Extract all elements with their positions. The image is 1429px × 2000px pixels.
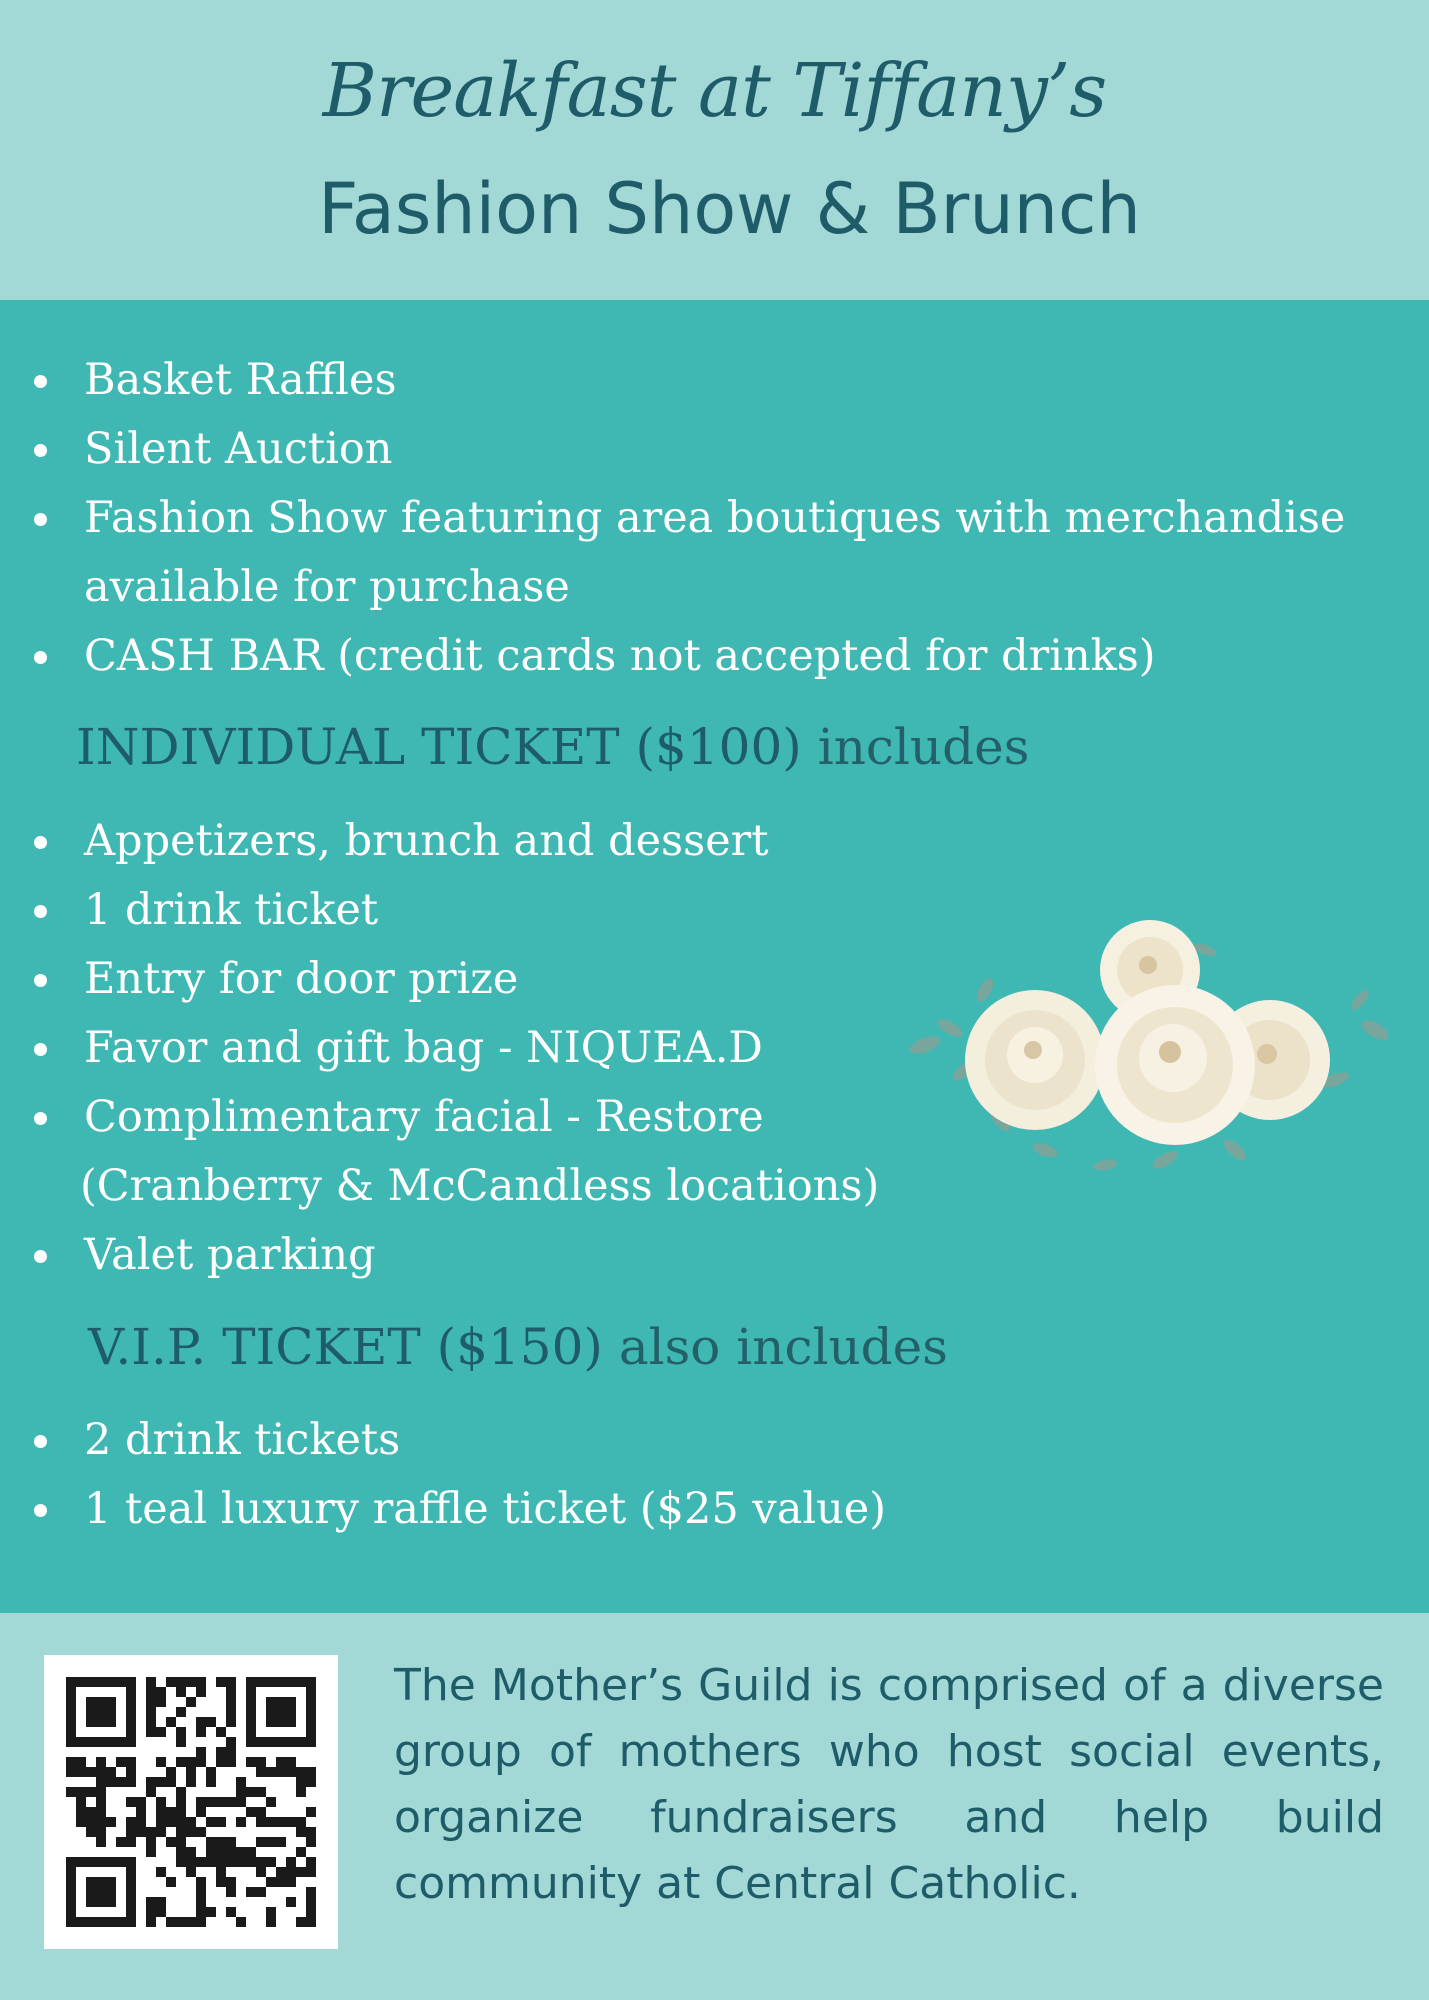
content-panel <box>0 300 1429 1613</box>
features-list <box>32 346 1345 691</box>
script-title: Breakfast at Tiffany’s <box>322 48 1107 134</box>
bullet-icon <box>34 1043 47 1056</box>
list-item: Valet parking <box>32 1221 879 1290</box>
footer-panel <box>0 1613 1429 2000</box>
qr-code-graphic <box>66 1677 316 1927</box>
about-text: The Mother’s Guild is comprised of a diverse group of mothers who host social events, organize fundraisers and help build community at Central Catholic. <box>394 1660 1384 1909</box>
vip-ticket-heading: V.I.P. TICKET ($150) also includes <box>88 1318 948 1376</box>
list-item: Complimentary facial - Restore (Cranberry & McCandless locations) <box>32 1083 879 1221</box>
qr-code-icon[interactable] <box>44 1655 338 1949</box>
page-title: Fashion Show & Brunch <box>318 168 1141 250</box>
list-item: Silent Auction <box>32 415 1345 484</box>
qr-modules <box>66 1677 316 1927</box>
list-item: 1 teal luxury raffle ticket ($25 value) <box>32 1475 886 1544</box>
bullet-icon <box>34 836 47 849</box>
header-banner <box>0 0 1429 300</box>
list-item: Fashion Show featuring area boutiques with merchandise available for purchase <box>32 484 1345 622</box>
bullet-icon <box>34 905 47 918</box>
bullet-icon <box>34 444 47 457</box>
list-item: Entry for door prize <box>32 945 879 1014</box>
list-item: Favor and gift bag - NIQUEA.D <box>32 1014 879 1083</box>
bullet-icon <box>34 1250 47 1263</box>
list-item: 1 drink ticket <box>32 876 879 945</box>
bullet-icon <box>34 651 47 664</box>
list-item: Appetizers, brunch and dessert <box>32 807 879 876</box>
bullet-icon <box>34 375 47 388</box>
bullet-icon <box>34 513 47 526</box>
rose-bouquet-image <box>905 910 1405 1190</box>
bullet-icon <box>34 974 47 987</box>
individual-ticket-list <box>32 807 879 1290</box>
bullet-icon <box>34 1112 47 1125</box>
list-item: Basket Raffles <box>32 346 1345 415</box>
list-item: 2 drink tickets <box>32 1406 886 1475</box>
bullet-icon <box>34 1435 47 1448</box>
vip-ticket-list <box>32 1406 886 1544</box>
bullet-icon <box>34 1504 47 1517</box>
list-item: CASH BAR (credit cards not accepted for drinks) <box>32 622 1345 691</box>
individual-ticket-heading: INDIVIDUAL TICKET ($100) includes <box>76 718 1030 776</box>
